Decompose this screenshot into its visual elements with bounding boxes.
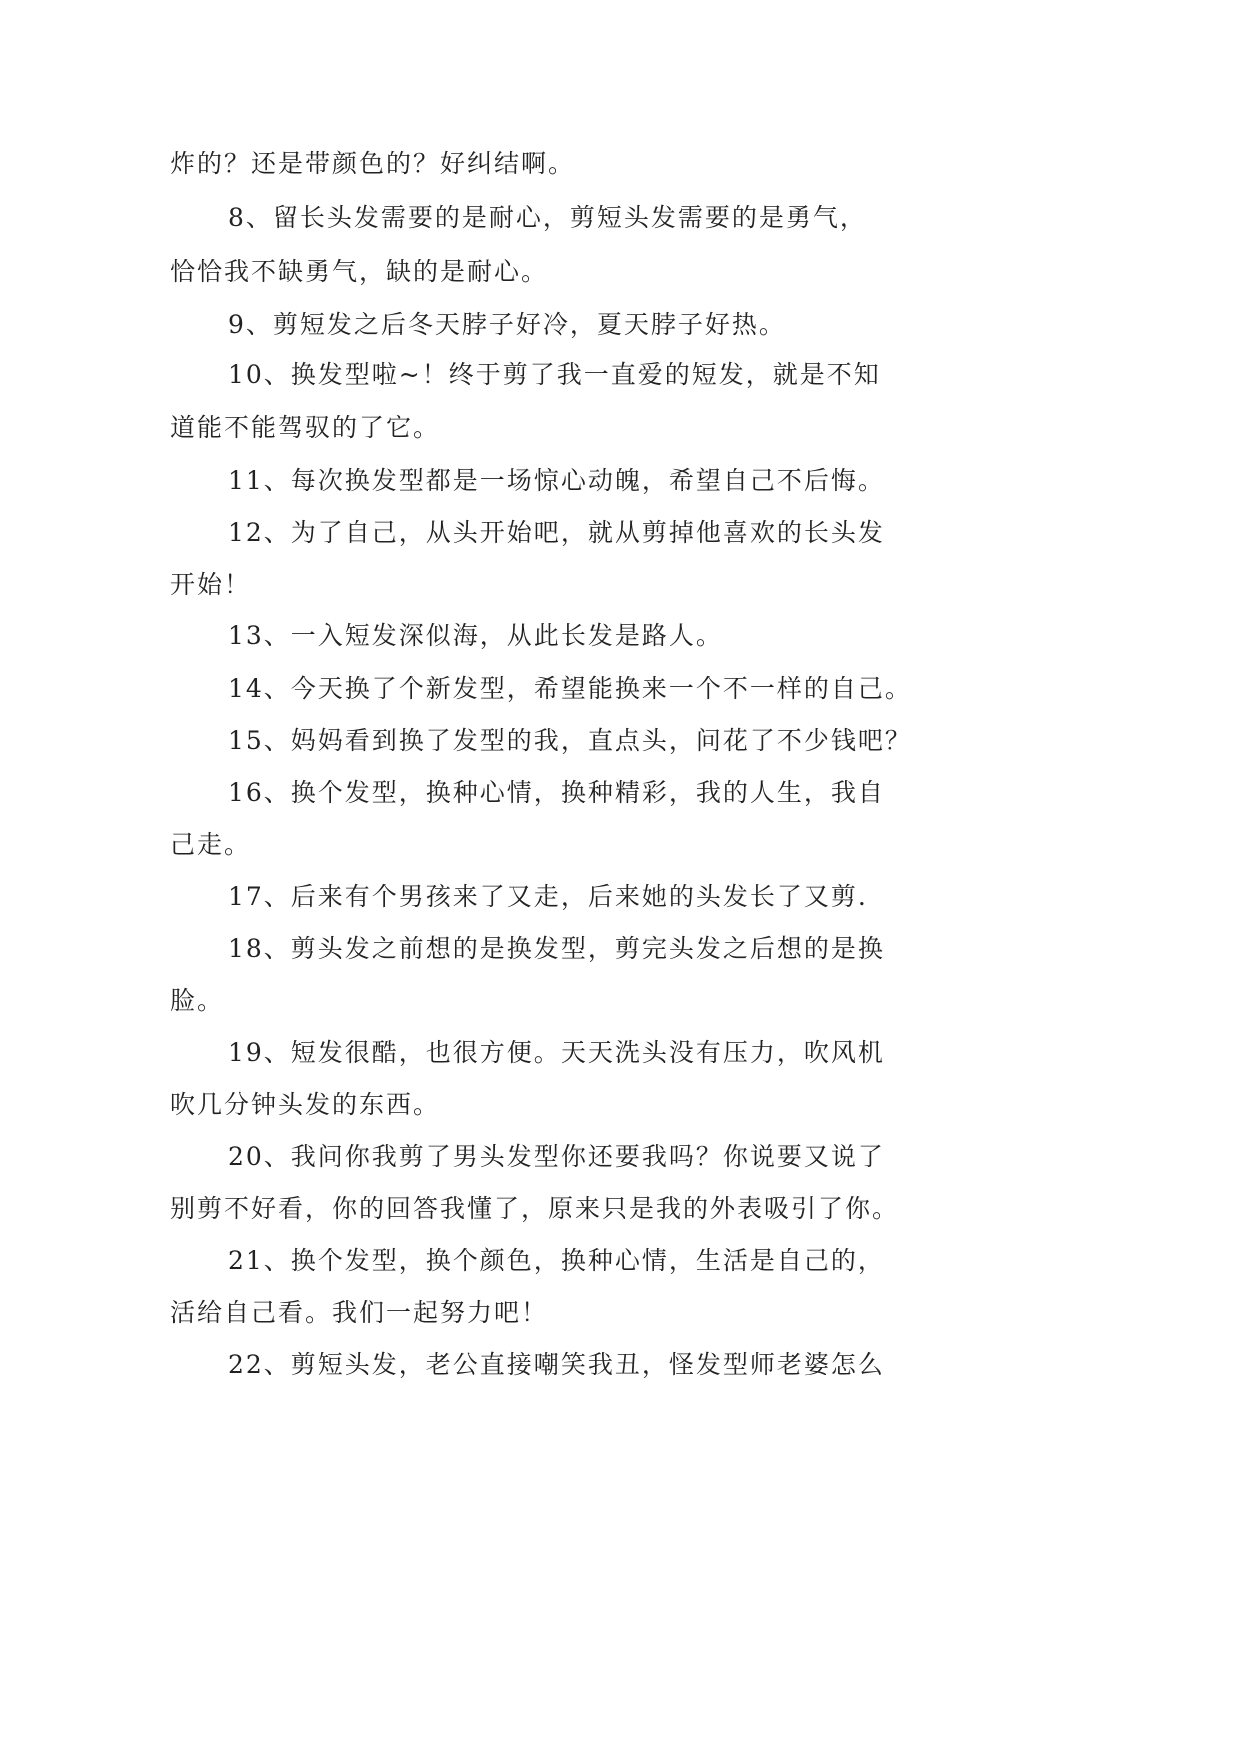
text-line: 开始！ [170, 570, 252, 599]
text-line: 己走。 [170, 830, 252, 859]
text-line: 活给自己看。我们一起努力吧！ [170, 1298, 549, 1327]
text-line: 17、后来有个男孩来了又走，后来她的头发长了又剪. [228, 882, 868, 911]
text-line: 炸的？还是带颜色的？好纠结啊。 [170, 149, 576, 178]
text-line: 道能不能驾驭的了它。 [170, 413, 441, 442]
text-line: 20、我问你我剪了男头发型你还要我吗？你说要又说了 [228, 1142, 885, 1171]
text-line: 8、留长头发需要的是耐心，剪短头发需要的是勇气， [228, 203, 867, 232]
text-line: 22、剪短头发，老公直接嘲笑我丑，怪发型师老婆怎么 [228, 1350, 885, 1379]
text-line: 19、短发很酷，也很方便。天天洗头没有压力，吹风机 [228, 1038, 885, 1067]
text-line: 15、妈妈看到换了发型的我，直点头，问花了不少钱吧？ [228, 726, 912, 755]
text-line: 14、今天换了个新发型，希望能换来一个不一样的自己。 [228, 674, 912, 703]
text-line: 12、为了自己，从头开始吧，就从剪掉他喜欢的长头发 [228, 518, 885, 547]
text-line: 13、一入短发深似海，从此长发是路人。 [228, 621, 723, 650]
text-line: 18、剪头发之前想的是换发型，剪完头发之后想的是换 [228, 934, 885, 963]
text-line: 别剪不好看，你的回答我懂了，原来只是我的外表吸引了你。 [170, 1194, 900, 1223]
text-line: 21、换个发型，换个颜色，换种心情，生活是自己的， [228, 1246, 885, 1275]
text-line: 16、换个发型，换种心情，换种精彩，我的人生，我自 [228, 778, 885, 807]
text-line: 9、剪短发之后冬天脖子好冷，夏天脖子好热。 [228, 310, 786, 339]
text-line: 11、每次换发型都是一场惊心动魄，希望自己不后悔。 [228, 466, 885, 495]
text-line: 10、换发型啦~！终于剪了我一直爱的短发，就是不知 [228, 360, 881, 389]
text-line: 吹几分钟头发的东西。 [170, 1090, 441, 1119]
text-line: 恰恰我不缺勇气，缺的是耐心。 [170, 257, 549, 286]
text-line: 脸。 [170, 986, 225, 1015]
